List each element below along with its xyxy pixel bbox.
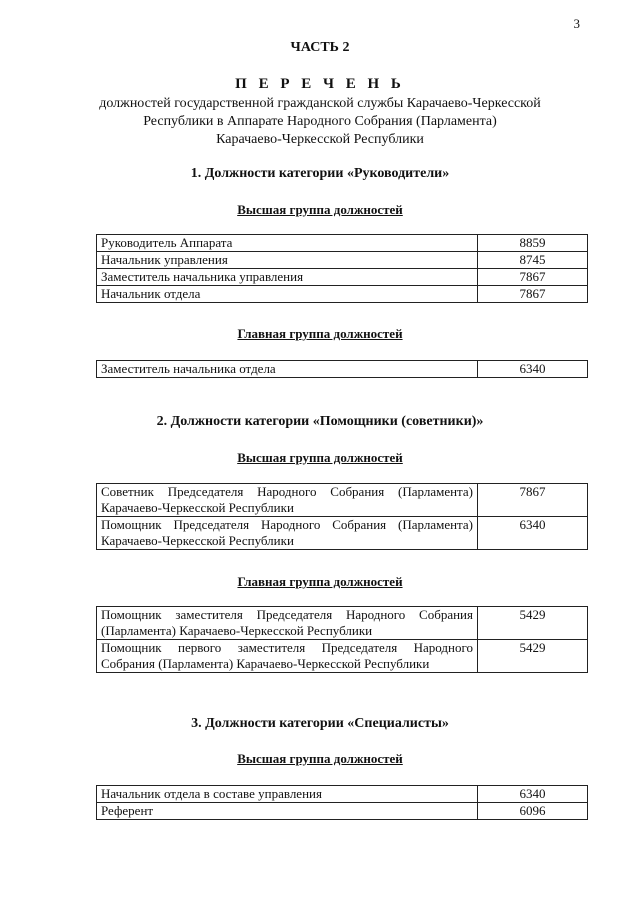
position-value: 8859	[478, 235, 588, 252]
subtitle-line: Карачаево-Черкесской Республики	[216, 132, 424, 147]
positions-table	[96, 785, 588, 820]
table-row	[97, 803, 588, 820]
group-heading	[0, 751, 640, 767]
positions-table	[96, 483, 588, 550]
position-name: Заместитель начальника управления	[97, 269, 478, 286]
section-heading: 3. Должности категории «Специалисты»	[191, 716, 449, 731]
position-value: 8745	[478, 252, 588, 269]
position-name: Помощник первого заместителя Председателя Народного Собрания (Парламента) Карачаево-Черкесской Республики	[97, 640, 478, 673]
table-row	[97, 235, 588, 252]
positions-table	[96, 234, 588, 303]
position-value: 5429	[478, 640, 588, 673]
subtitle-line: Республики в Аппарате Народного Собрания (Парламента)	[143, 114, 497, 129]
table-row	[97, 640, 588, 673]
position-value: 7867	[478, 286, 588, 303]
group-heading-text: Главная группа должностей	[237, 574, 403, 589]
table-row	[97, 484, 588, 517]
document-title: П Е Р Е Ч Е Н Ь	[235, 76, 405, 92]
table-row	[97, 517, 588, 550]
group-heading-text: Высшая группа должностей	[237, 450, 403, 465]
subtitle-line: должностей государственной гражданской службы Карачаево-Черкесской	[99, 96, 541, 111]
group-heading-text: Главная группа должностей	[237, 326, 403, 341]
positions-table	[96, 360, 588, 378]
document-title-block	[0, 76, 640, 149]
position-value: 5429	[478, 607, 588, 640]
group-heading	[0, 574, 640, 590]
group-heading	[0, 450, 640, 466]
position-value: 6340	[478, 361, 588, 378]
position-name: Начальник отдела	[97, 286, 478, 303]
position-name: Руководитель Аппарата	[97, 235, 478, 252]
position-value: 6096	[478, 803, 588, 820]
document-subtitle	[0, 95, 640, 149]
table-row	[97, 286, 588, 303]
positions-table	[96, 606, 588, 673]
position-name: Советник Председателя Народного Собрания (Парламента) Карачаево-Черкесской Республики	[97, 484, 478, 517]
part-title: ЧАСТЬ 2	[290, 40, 350, 55]
position-value: 6340	[478, 517, 588, 550]
section-heading: 2. Должности категории «Помощники (советники)»	[156, 414, 484, 429]
group-heading	[0, 326, 640, 342]
section-heading: 1. Должности категории «Руководители»	[190, 166, 450, 181]
table-row	[97, 252, 588, 269]
position-value: 6340	[478, 786, 588, 803]
page-number: 3	[573, 16, 580, 31]
table-row	[97, 786, 588, 803]
table-row	[97, 607, 588, 640]
position-name: Помощник заместителя Председателя Народного Собрания (Парламента) Карачаево-Черкесской Республики	[97, 607, 478, 640]
table-row	[97, 361, 588, 378]
position-name: Референт	[97, 803, 478, 820]
group-heading-text: Высшая группа должностей	[237, 202, 403, 217]
position-value: 7867	[478, 484, 588, 517]
position-name: Начальник отдела в составе управления	[97, 786, 478, 803]
table-row	[97, 269, 588, 286]
position-name: Заместитель начальника отдела	[97, 361, 478, 378]
position-name: Начальник управления	[97, 252, 478, 269]
group-heading-text: Высшая группа должностей	[237, 751, 403, 766]
position-value: 7867	[478, 269, 588, 286]
group-heading	[0, 202, 640, 218]
position-name: Помощник Председателя Народного Собрания (Парламента) Карачаево-Черкесской Республики	[97, 517, 478, 550]
